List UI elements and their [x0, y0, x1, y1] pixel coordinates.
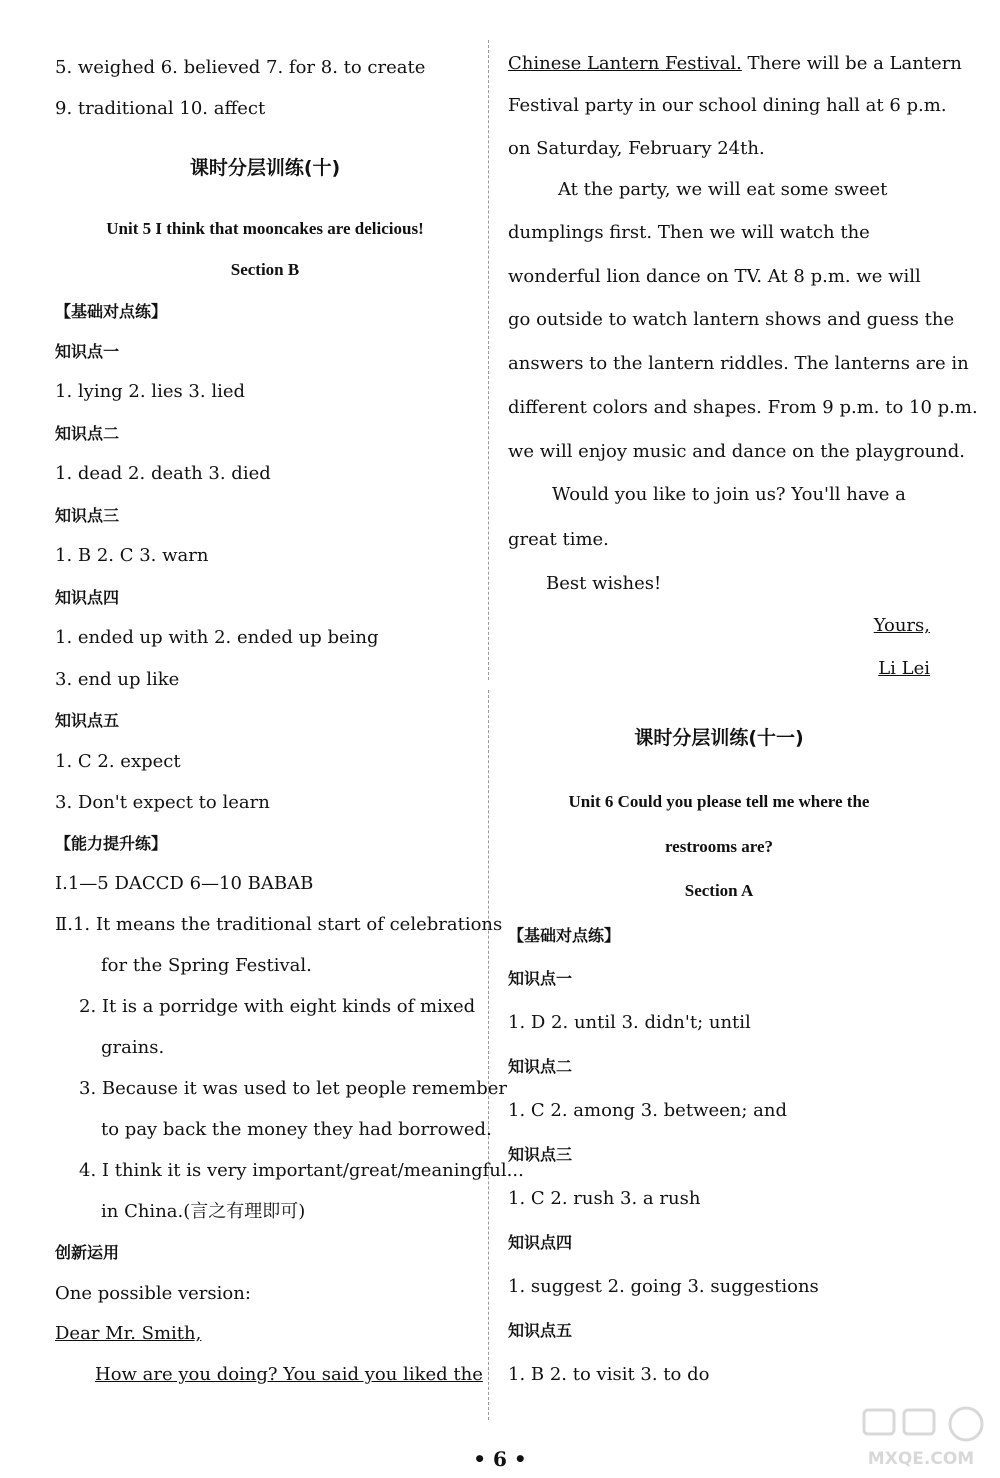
knowledge-point-3-answers: 1. C 2. rush 3. a rush — [508, 1188, 701, 1209]
knowledge-point-3: 知识点三 — [55, 506, 120, 525]
page-number: • 6 • — [473, 1447, 527, 1471]
column-divider-top — [488, 40, 489, 680]
part-2-line: 4. I think it is very important/great/meaningful... — [79, 1160, 524, 1181]
letter-line: we will enjoy music and dance on the playground. — [508, 441, 965, 462]
part-2-line: for the Spring Festival. — [101, 955, 312, 976]
knowledge-point-5: 知识点五 — [508, 1321, 573, 1340]
knowledge-point-1-answers: 1. D 2. until 3. didn't; until — [508, 1012, 751, 1033]
answer-line: 9. traditional 10. affect — [55, 98, 266, 119]
letter-closing: Yours, — [873, 615, 930, 636]
letter-line: At the party, we will eat some sweet — [558, 179, 888, 200]
knowledge-point-4: 知识点四 — [508, 1233, 573, 1252]
letter-line: go outside to watch lantern shows and guess the — [508, 309, 955, 330]
answer-line: 5. weighed 6. believed 7. for 8. to create — [55, 57, 426, 78]
letter-greeting: Dear Mr. Smith, — [55, 1323, 202, 1344]
knowledge-point-1: 知识点一 — [508, 969, 573, 988]
knowledge-point-2: 知识点二 — [508, 1057, 573, 1076]
part-2-line: 3. Because it was used to let people remember — [79, 1078, 507, 1099]
section-title: Section A — [684, 881, 754, 900]
letter-line: answers to the lantern riddles. The lanterns are in — [508, 353, 969, 374]
column-divider-bottom — [488, 690, 489, 1420]
version-label: One possible version: — [55, 1283, 251, 1304]
letter-line: great time. — [508, 529, 609, 550]
ability-practice-tag: 【能力提升练】 — [55, 834, 168, 853]
letter-line: How are you doing? You said you liked the — [95, 1364, 483, 1385]
part-2-line: Ⅱ.1. It means the traditional start of celebrations — [55, 914, 503, 935]
basic-practice-tag: 【基础对点练】 — [55, 302, 168, 321]
letter-line: Would you like to join us? You'll have a — [552, 484, 906, 505]
knowledge-point-4-answers: 1. suggest 2. going 3. suggestions — [508, 1276, 819, 1297]
knowledge-point-2-answers: 1. dead 2. death 3. died — [55, 463, 271, 484]
knowledge-point-2: 知识点二 — [55, 424, 120, 443]
knowledge-point-5-answers: 1. C 2. expect — [55, 751, 181, 772]
letter-line: Festival party in our school dining hall at 6 p.m. — [508, 95, 947, 116]
innovation-heading: 创新运用 — [55, 1243, 120, 1262]
knowledge-point-3: 知识点三 — [508, 1145, 573, 1164]
section-title: Section B — [230, 260, 300, 279]
knowledge-point-4-answers: 1. ended up with 2. ended up being — [55, 627, 379, 648]
lesson-title: 课时分层训练(十一) — [634, 727, 804, 749]
letter-wishes: Best wishes! — [546, 573, 662, 594]
knowledge-point-1-answers: 1. lying 2. lies 3. lied — [55, 381, 246, 402]
letter-line: wonderful lion dance on TV. At 8 p.m. we will — [508, 266, 921, 287]
letter-signature: Li Lei — [878, 658, 930, 679]
letter-line: Chinese Lantern Festival. There will be a Lantern — [508, 53, 962, 74]
knowledge-point-1: 知识点一 — [55, 342, 120, 361]
knowledge-point-4-answers: 3. end up like — [55, 669, 180, 690]
unit-title: Unit 6 Could you please tell me where the — [568, 792, 870, 811]
letter-line: dumplings first. Then we will watch the — [508, 222, 870, 243]
knowledge-point-5: 知识点五 — [55, 711, 120, 730]
knowledge-point-2-answers: 1. C 2. among 3. between; and — [508, 1100, 787, 1121]
svg-text:MXQE.COM: MXQE.COM — [867, 1449, 975, 1469]
part-2-line: 2. It is a porridge with eight kinds of mixed — [79, 996, 476, 1017]
part-1-answers: Ⅰ.1—5 DACCD 6—10 BABAB — [55, 873, 314, 894]
unit-title: Unit 5 I think that mooncakes are delicious! — [106, 219, 424, 238]
knowledge-point-5-answers: 3. Don't expect to learn — [55, 792, 270, 813]
lesson-title: 课时分层训练(十) — [189, 157, 341, 179]
knowledge-point-3-answers: 1. B 2. C 3. warn — [55, 545, 209, 566]
basic-practice-tag: 【基础对点练】 — [508, 926, 621, 945]
unit-title: restrooms are? — [664, 837, 774, 856]
letter-line: different colors and shapes. From 9 p.m. to 10 p.m. — [508, 397, 978, 418]
part-2-line: in China.(言之有理即可) — [101, 1201, 306, 1222]
knowledge-point-5-answers: 1. B 2. to visit 3. to do — [508, 1364, 710, 1385]
watermark-logo — [856, 1402, 986, 1472]
festival-name: Chinese Lantern Festival. — [508, 53, 742, 74]
letter-line: on Saturday, February 24th. — [508, 138, 765, 159]
knowledge-point-4: 知识点四 — [55, 588, 120, 607]
part-2-line: grains. — [101, 1037, 165, 1058]
part-2-line: to pay back the money they had borrowed. — [101, 1119, 492, 1140]
